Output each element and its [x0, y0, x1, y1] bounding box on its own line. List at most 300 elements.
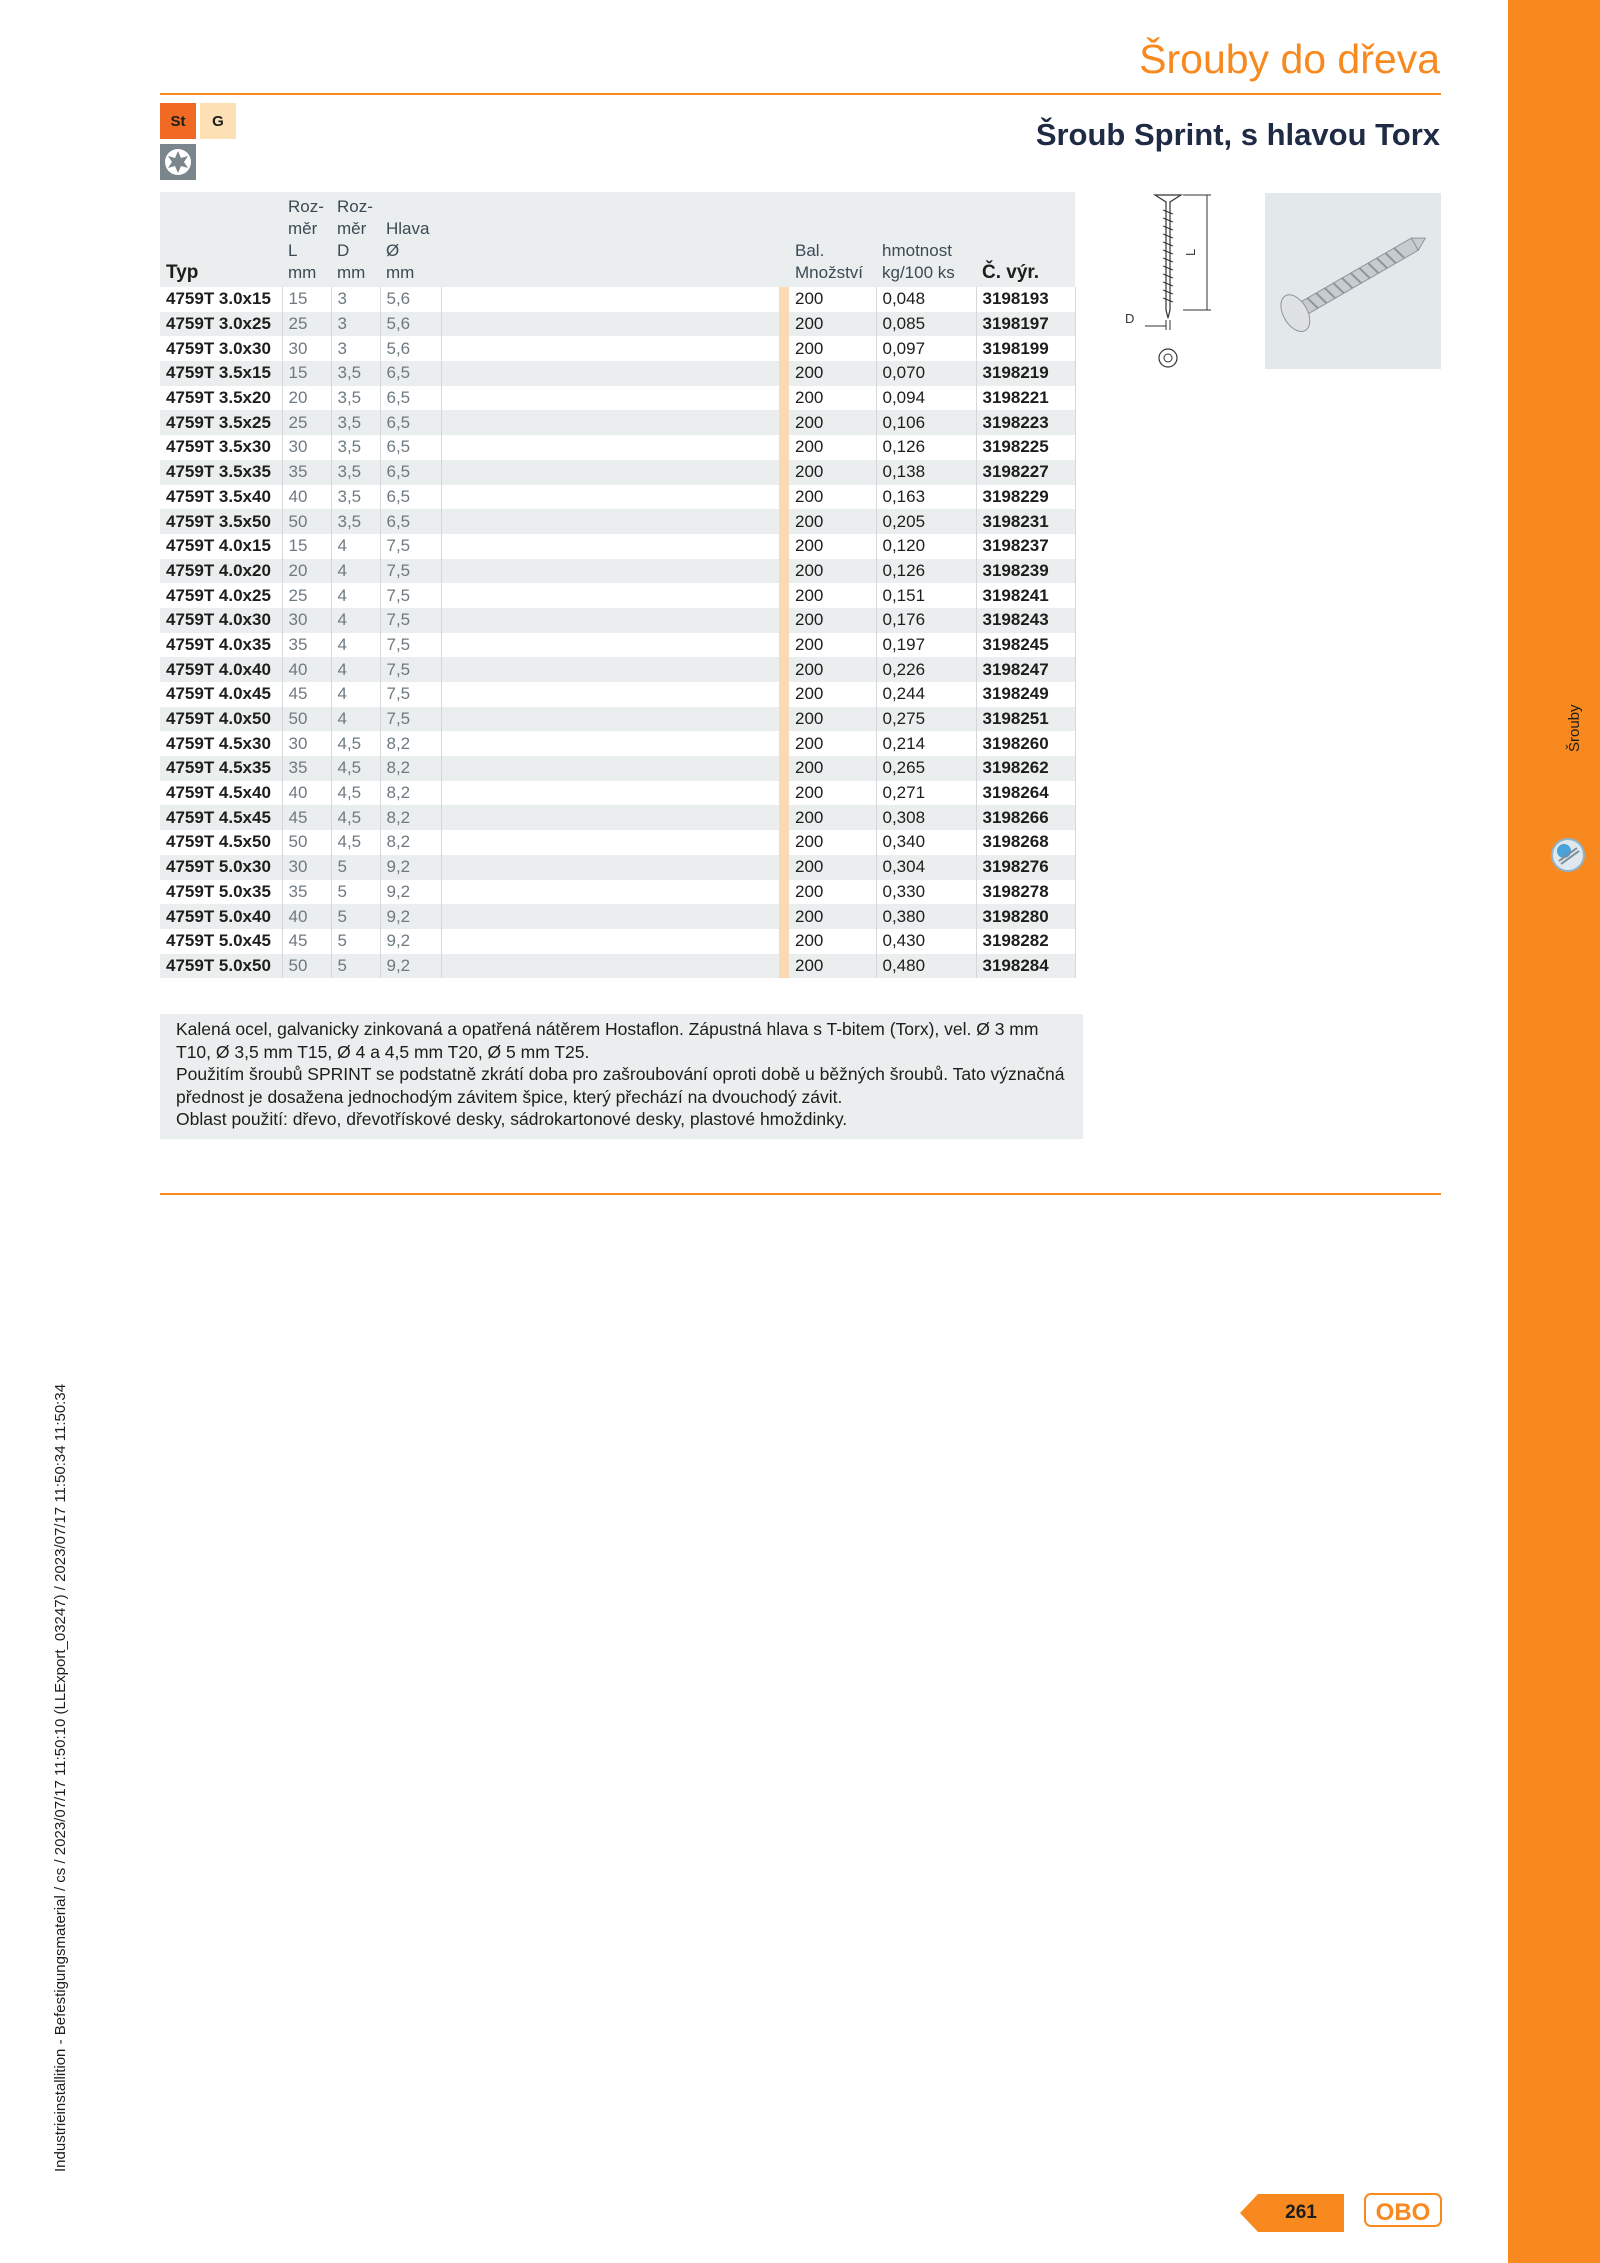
table-row [160, 312, 1075, 337]
cell-diameter: 3,5 [331, 509, 380, 534]
cell-length: 35 [282, 460, 331, 485]
cell-weight: 0,214 [876, 731, 976, 756]
cell-length: 40 [282, 485, 331, 510]
cell-separator [779, 707, 789, 732]
page-number: 261 [1285, 2202, 1317, 2223]
cell-weight: 0,138 [876, 460, 976, 485]
cell-typ: 4759T 4.0x35 [160, 633, 282, 658]
cell-typ: 4759T 4.0x20 [160, 559, 282, 584]
cell-head: 7,5 [380, 707, 441, 732]
table-row [160, 336, 1075, 361]
cell-diameter: 4 [331, 583, 380, 608]
table-row [160, 534, 1075, 559]
cell-length: 30 [282, 435, 331, 460]
cell-separator [779, 361, 789, 386]
cell-spacer [441, 904, 779, 929]
cell-diameter: 4 [331, 534, 380, 559]
cell-separator [779, 855, 789, 880]
description-paragraph: Oblast použití: dřevo, dřevotřískové desky, sádrokartonové desky, plastové hmoždinky. [176, 1109, 848, 1130]
cell-diameter: 4 [331, 608, 380, 633]
col-header-typ: Typ [160, 192, 282, 287]
header-rule [160, 93, 1441, 95]
cell-spacer [441, 731, 779, 756]
cell-diameter: 4,5 [331, 805, 380, 830]
screw-dimension-drawing [1115, 190, 1220, 375]
cell-weight: 0,308 [876, 805, 976, 830]
cell-spacer [441, 805, 779, 830]
cell-article: 3198251 [976, 707, 1075, 732]
cell-weight: 0,265 [876, 756, 976, 781]
cell-weight: 0,197 [876, 633, 976, 658]
cell-separator [779, 682, 789, 707]
cell-spacer [441, 460, 779, 485]
cell-article: 3198260 [976, 731, 1075, 756]
cell-spacer [441, 756, 779, 781]
cell-typ: 4759T 5.0x50 [160, 954, 282, 979]
cell-weight: 0,244 [876, 682, 976, 707]
cell-diameter: 4,5 [331, 731, 380, 756]
cell-length: 20 [282, 386, 331, 411]
description-paragraph: Kalená ocel, galvanicky zinkovaná a opatřená nátěrem Hostaflon. Zápustná hlava s T-bitem (Torx), vel. Ø 3 mm T10, Ø 3,5 mm T15, Ø 4 a 4,5 mm T20, Ø 5 mm T25. [176, 1019, 1039, 1062]
table-row [160, 361, 1075, 386]
cell-separator [779, 410, 789, 435]
cell-spacer [441, 781, 779, 806]
cell-article: 3198221 [976, 386, 1075, 411]
cell-pack: 200 [789, 435, 876, 460]
cell-spacer [441, 608, 779, 633]
cell-typ: 4759T 5.0x35 [160, 880, 282, 905]
cell-separator [779, 460, 789, 485]
cell-spacer [441, 410, 779, 435]
cell-spacer [441, 929, 779, 954]
cell-article: 3198227 [976, 460, 1075, 485]
cell-typ: 4759T 3.5x35 [160, 460, 282, 485]
cell-article: 3198249 [976, 682, 1075, 707]
cell-diameter: 4,5 [331, 830, 380, 855]
cell-spacer [441, 682, 779, 707]
table-row [160, 559, 1075, 584]
cell-typ: 4759T 4.5x40 [160, 781, 282, 806]
cell-spacer [441, 880, 779, 905]
cell-weight: 0,430 [876, 929, 976, 954]
cell-article: 3198193 [976, 287, 1075, 312]
table-row [160, 583, 1075, 608]
cell-pack: 200 [789, 361, 876, 386]
cell-typ: 4759T 4.5x30 [160, 731, 282, 756]
cell-typ: 4759T 3.5x25 [160, 410, 282, 435]
svg-text:OBO: OBO [1375, 2199, 1431, 2226]
cell-head: 6,5 [380, 435, 441, 460]
cell-head: 7,5 [380, 608, 441, 633]
cell-article: 3198219 [976, 361, 1075, 386]
side-category-label: Šrouby [1566, 704, 1583, 752]
cell-weight: 0,226 [876, 657, 976, 682]
cell-separator [779, 756, 789, 781]
cell-spacer [441, 485, 779, 510]
cell-separator [779, 287, 789, 312]
cell-spacer [441, 534, 779, 559]
table-row [160, 386, 1075, 411]
cell-separator [779, 954, 789, 979]
cell-pack: 200 [789, 682, 876, 707]
cell-diameter: 3,5 [331, 460, 380, 485]
product-photo [1265, 193, 1441, 369]
cell-head: 5,6 [380, 336, 441, 361]
table-row [160, 509, 1075, 534]
cell-diameter: 4 [331, 559, 380, 584]
col-header-article: Č. výr. [976, 192, 1075, 287]
cell-length: 50 [282, 509, 331, 534]
cell-length: 25 [282, 312, 331, 337]
torx-drive-icon [160, 144, 196, 180]
cell-diameter: 4 [331, 682, 380, 707]
cell-weight: 0,163 [876, 485, 976, 510]
cell-article: 3198229 [976, 485, 1075, 510]
col-header-diameter: Roz- měr D mm [331, 192, 380, 287]
cell-head: 6,5 [380, 386, 441, 411]
cell-typ: 4759T 3.0x15 [160, 287, 282, 312]
cell-pack: 200 [789, 880, 876, 905]
table-row [160, 608, 1075, 633]
cell-separator [779, 880, 789, 905]
cell-article: 3198243 [976, 608, 1075, 633]
table-row [160, 657, 1075, 682]
cell-spacer [441, 633, 779, 658]
cell-separator [779, 904, 789, 929]
cell-length: 25 [282, 583, 331, 608]
cell-head: 9,2 [380, 880, 441, 905]
cell-weight: 0,120 [876, 534, 976, 559]
cell-article: 3198268 [976, 830, 1075, 855]
cell-separator [779, 633, 789, 658]
cell-article: 3198282 [976, 929, 1075, 954]
cell-weight: 0,340 [876, 830, 976, 855]
vertical-footer-text: Industrieinstallition - Befestigungsmaterial / cs / 2023/07/17 11:50:10 (LLExport_03247) / 2023/07/17 11:50:34 11:50:34 [52, 1383, 69, 2172]
cell-spacer [441, 954, 779, 979]
cell-pack: 200 [789, 633, 876, 658]
cell-pack: 200 [789, 509, 876, 534]
cell-spacer [441, 855, 779, 880]
cell-length: 45 [282, 805, 331, 830]
cell-head: 8,2 [380, 756, 441, 781]
cell-typ: 4759T 4.0x40 [160, 657, 282, 682]
col-header-weight: hmotnost kg/100 ks [876, 192, 976, 287]
cell-length: 40 [282, 657, 331, 682]
cell-pack: 200 [789, 929, 876, 954]
cell-diameter: 4,5 [331, 781, 380, 806]
cell-length: 50 [282, 707, 331, 732]
cell-length: 45 [282, 682, 331, 707]
cell-diameter: 5 [331, 904, 380, 929]
cell-typ: 4759T 4.0x45 [160, 682, 282, 707]
cell-separator [779, 559, 789, 584]
cell-article: 3198278 [976, 880, 1075, 905]
cell-article: 3198237 [976, 534, 1075, 559]
table-row [160, 904, 1075, 929]
cell-diameter: 4 [331, 633, 380, 658]
cell-article: 3198245 [976, 633, 1075, 658]
cell-length: 45 [282, 929, 331, 954]
cell-diameter: 4,5 [331, 756, 380, 781]
cell-article: 3198264 [976, 781, 1075, 806]
side-orange-bar [1508, 0, 1600, 2263]
cell-length: 50 [282, 954, 331, 979]
cell-typ: 4759T 5.0x40 [160, 904, 282, 929]
cell-spacer [441, 287, 779, 312]
cell-pack: 200 [789, 410, 876, 435]
cell-spacer [441, 509, 779, 534]
material-badge-st: St [160, 103, 196, 139]
cell-typ: 4759T 4.0x30 [160, 608, 282, 633]
cell-typ: 4759T 5.0x45 [160, 929, 282, 954]
cell-spacer [441, 657, 779, 682]
cell-spacer [441, 336, 779, 361]
cell-pack: 200 [789, 460, 876, 485]
cell-diameter: 5 [331, 855, 380, 880]
cell-weight: 0,380 [876, 904, 976, 929]
cell-head: 9,2 [380, 904, 441, 929]
spec-table [160, 192, 1076, 978]
table-header-row [160, 192, 1075, 287]
cell-typ: 4759T 4.0x50 [160, 707, 282, 732]
cell-typ: 4759T 4.0x15 [160, 534, 282, 559]
footer-rule [160, 1193, 1441, 1195]
cell-diameter: 5 [331, 954, 380, 979]
cell-head: 7,5 [380, 583, 441, 608]
cell-separator [779, 312, 789, 337]
cell-separator [779, 830, 789, 855]
cell-head: 6,5 [380, 460, 441, 485]
cell-pack: 200 [789, 386, 876, 411]
cell-separator [779, 509, 789, 534]
cell-length: 35 [282, 633, 331, 658]
cell-pack: 200 [789, 534, 876, 559]
cell-pack: 200 [789, 731, 876, 756]
cell-weight: 0,275 [876, 707, 976, 732]
cell-diameter: 3,5 [331, 386, 380, 411]
cell-separator [779, 534, 789, 559]
cell-length: 25 [282, 410, 331, 435]
cell-separator [779, 929, 789, 954]
cell-weight: 0,480 [876, 954, 976, 979]
cell-separator [779, 583, 789, 608]
cell-article: 3198231 [976, 509, 1075, 534]
cell-weight: 0,094 [876, 386, 976, 411]
product-title: Šroub Sprint, s hlavou Torx [1035, 117, 1440, 152]
cell-spacer [441, 830, 779, 855]
table-row [160, 410, 1075, 435]
cell-diameter: 3 [331, 287, 380, 312]
table-row [160, 460, 1075, 485]
cell-head: 7,5 [380, 682, 441, 707]
cell-spacer [441, 435, 779, 460]
cell-pack: 200 [789, 559, 876, 584]
cell-typ: 4759T 3.0x30 [160, 336, 282, 361]
cell-diameter: 3,5 [331, 485, 380, 510]
cell-separator [779, 608, 789, 633]
cell-pack: 200 [789, 756, 876, 781]
col-header-separator [779, 192, 789, 287]
table-row [160, 707, 1075, 732]
table-row [160, 682, 1075, 707]
cell-pack: 200 [789, 855, 876, 880]
cell-head: 5,6 [380, 287, 441, 312]
description-paragraph: Použitím šroubů SPRINT se podstatně zkrátí doba pro zašroubování oproti době u běžných šroubů. Tato význačná přednost je dosažena jednochodým závitem špice, který přechází na dvouchodý závit. [176, 1064, 1065, 1107]
cell-typ: 4759T 3.5x30 [160, 435, 282, 460]
cell-pack: 200 [789, 954, 876, 979]
cell-separator [779, 657, 789, 682]
table-row [160, 929, 1075, 954]
dim-label-d: D [1125, 311, 1135, 326]
cell-pack: 200 [789, 608, 876, 633]
cell-diameter: 4 [331, 707, 380, 732]
cell-head: 8,2 [380, 731, 441, 756]
cell-length: 20 [282, 559, 331, 584]
cell-pack: 200 [789, 287, 876, 312]
table-row [160, 855, 1075, 880]
cell-length: 40 [282, 904, 331, 929]
cell-diameter: 3,5 [331, 361, 380, 386]
cell-separator [779, 781, 789, 806]
cell-weight: 0,271 [876, 781, 976, 806]
cell-length: 30 [282, 731, 331, 756]
cell-spacer [441, 361, 779, 386]
cell-article: 3198241 [976, 583, 1075, 608]
cell-head: 7,5 [380, 559, 441, 584]
cell-separator [779, 336, 789, 361]
material-badge-g: G [200, 103, 236, 139]
cell-typ: 4759T 3.0x25 [160, 312, 282, 337]
cell-head: 6,5 [380, 410, 441, 435]
cell-weight: 0,330 [876, 880, 976, 905]
cell-length: 35 [282, 880, 331, 905]
cell-diameter: 5 [331, 929, 380, 954]
cell-diameter: 3 [331, 336, 380, 361]
cell-length: 50 [282, 830, 331, 855]
cell-article: 3198247 [976, 657, 1075, 682]
cell-article: 3198280 [976, 904, 1075, 929]
cell-pack: 200 [789, 904, 876, 929]
cell-pack: 200 [789, 485, 876, 510]
col-header-spacer [441, 192, 779, 287]
cell-separator [779, 731, 789, 756]
table-row [160, 435, 1075, 460]
cell-typ: 4759T 4.0x25 [160, 583, 282, 608]
screw-icon [1549, 836, 1587, 874]
cell-article: 3198197 [976, 312, 1075, 337]
cell-head: 7,5 [380, 534, 441, 559]
cell-spacer [441, 707, 779, 732]
cell-head: 5,6 [380, 312, 441, 337]
cell-article: 3198239 [976, 559, 1075, 584]
cell-diameter: 3,5 [331, 435, 380, 460]
table-row [160, 830, 1075, 855]
cell-typ: 4759T 3.5x15 [160, 361, 282, 386]
col-header-pack: Bal. Množství [789, 192, 876, 287]
cell-head: 6,5 [380, 485, 441, 510]
dim-label-l: L [1183, 248, 1198, 256]
cell-diameter: 3 [331, 312, 380, 337]
cell-typ: 4759T 3.5x40 [160, 485, 282, 510]
cell-length: 30 [282, 608, 331, 633]
cell-article: 3198199 [976, 336, 1075, 361]
table-row [160, 485, 1075, 510]
cell-head: 9,2 [380, 855, 441, 880]
cell-spacer [441, 386, 779, 411]
cell-length: 30 [282, 855, 331, 880]
cell-article: 3198284 [976, 954, 1075, 979]
cell-pack: 200 [789, 336, 876, 361]
cell-pack: 200 [789, 781, 876, 806]
table-row [160, 880, 1075, 905]
cell-pack: 200 [789, 707, 876, 732]
cell-head: 8,2 [380, 830, 441, 855]
cell-weight: 0,176 [876, 608, 976, 633]
cell-article: 3198276 [976, 855, 1075, 880]
cell-typ: 4759T 4.5x35 [160, 756, 282, 781]
cell-spacer [441, 559, 779, 584]
table-row [160, 954, 1075, 979]
cell-head: 7,5 [380, 633, 441, 658]
cell-diameter: 5 [331, 880, 380, 905]
cell-pack: 200 [789, 312, 876, 337]
cell-article: 3198223 [976, 410, 1075, 435]
cell-pack: 200 [789, 805, 876, 830]
cell-weight: 0,126 [876, 559, 976, 584]
col-header-length: Roz- měr L mm [282, 192, 331, 287]
cell-weight: 0,097 [876, 336, 976, 361]
cell-head: 8,2 [380, 781, 441, 806]
cell-weight: 0,126 [876, 435, 976, 460]
table-row [160, 287, 1075, 312]
cell-typ: 4759T 3.5x50 [160, 509, 282, 534]
cell-head: 8,2 [380, 805, 441, 830]
cell-head: 6,5 [380, 361, 441, 386]
cell-length: 15 [282, 361, 331, 386]
cell-weight: 0,106 [876, 410, 976, 435]
cell-head: 7,5 [380, 657, 441, 682]
cell-separator [779, 435, 789, 460]
cell-length: 35 [282, 756, 331, 781]
cell-weight: 0,070 [876, 361, 976, 386]
page-header-title: Šrouby do dřeva [1139, 36, 1440, 82]
cell-separator [779, 386, 789, 411]
cell-head: 6,5 [380, 509, 441, 534]
cell-weight: 0,205 [876, 509, 976, 534]
cell-separator [779, 485, 789, 510]
cell-weight: 0,304 [876, 855, 976, 880]
cell-weight: 0,151 [876, 583, 976, 608]
cell-separator [779, 805, 789, 830]
cell-spacer [441, 312, 779, 337]
cell-typ: 4759T 3.5x20 [160, 386, 282, 411]
cell-spacer [441, 583, 779, 608]
table-row [160, 731, 1075, 756]
cell-article: 3198266 [976, 805, 1075, 830]
cell-article: 3198262 [976, 756, 1075, 781]
cell-diameter: 4 [331, 657, 380, 682]
cell-length: 15 [282, 534, 331, 559]
cell-pack: 200 [789, 657, 876, 682]
col-header-head: Hlava Ø mm [380, 192, 441, 287]
cell-weight: 0,048 [876, 287, 976, 312]
table-row [160, 633, 1075, 658]
cell-length: 30 [282, 336, 331, 361]
table-row [160, 781, 1075, 806]
obo-logo [1364, 2190, 1442, 2230]
cell-pack: 200 [789, 583, 876, 608]
table-row [160, 805, 1075, 830]
